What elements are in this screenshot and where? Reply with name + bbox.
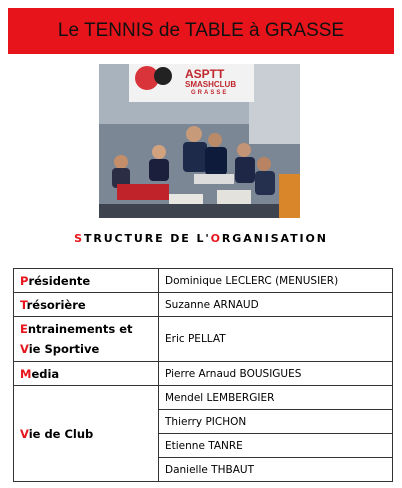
role-cell bbox=[14, 362, 159, 386]
member-name: Eric PELLAT bbox=[159, 317, 393, 362]
role-cell bbox=[14, 293, 159, 317]
section-title-initial-1: S bbox=[74, 232, 84, 245]
sign-club: SMASHCLUB bbox=[185, 80, 237, 89]
table-row bbox=[14, 293, 393, 317]
page-title: Le TENNIS de TABLE à GRASSE bbox=[57, 20, 345, 41]
role-initial: T bbox=[20, 297, 27, 312]
member-name: Suzanne ARNAUD bbox=[159, 293, 393, 317]
member-name: Danielle THBAUT bbox=[159, 458, 393, 482]
role-label: ntrainements et bbox=[27, 322, 133, 336]
club-photo bbox=[99, 64, 300, 218]
section-title-rest-1: TRUCTURE DE L' bbox=[83, 232, 211, 245]
section-title-rest-2: RGANISATION bbox=[221, 232, 328, 245]
member-name: Mendel LEMBERGIER bbox=[159, 386, 393, 410]
table-row bbox=[14, 317, 393, 362]
sign-city: GRASSE bbox=[191, 90, 229, 96]
section-title bbox=[0, 232, 402, 245]
member-name: Etienne TANRE bbox=[159, 434, 393, 458]
role-line bbox=[20, 339, 152, 359]
role-label: edia bbox=[31, 366, 60, 381]
member-name: Dominique LECLERC (MENUSIER) bbox=[159, 269, 393, 293]
role-initial: M bbox=[20, 366, 32, 381]
sign-brand: ASPTT bbox=[185, 67, 225, 81]
role-initial: E bbox=[20, 322, 28, 336]
table-row bbox=[14, 386, 393, 410]
role-initial: V bbox=[20, 342, 29, 356]
role-cell bbox=[14, 269, 159, 293]
title-banner bbox=[8, 8, 394, 54]
section-title-initial-2: O bbox=[210, 232, 222, 245]
organisation-table bbox=[13, 268, 393, 482]
table-row bbox=[14, 362, 393, 386]
role-label: résidente bbox=[28, 273, 91, 288]
role-label: ie de Club bbox=[28, 426, 94, 441]
table-row bbox=[14, 269, 393, 293]
role-cell bbox=[14, 386, 159, 482]
role-cell bbox=[14, 317, 159, 362]
role-label: ie Sportive bbox=[28, 342, 100, 356]
role-label: résorière bbox=[26, 297, 86, 312]
member-name: Pierre Arnaud BOUSIGUES bbox=[159, 362, 393, 386]
role-initial: P bbox=[20, 273, 29, 288]
member-name: Thierry PICHON bbox=[159, 410, 393, 434]
role-initial: V bbox=[20, 426, 29, 441]
role-line bbox=[20, 319, 152, 339]
